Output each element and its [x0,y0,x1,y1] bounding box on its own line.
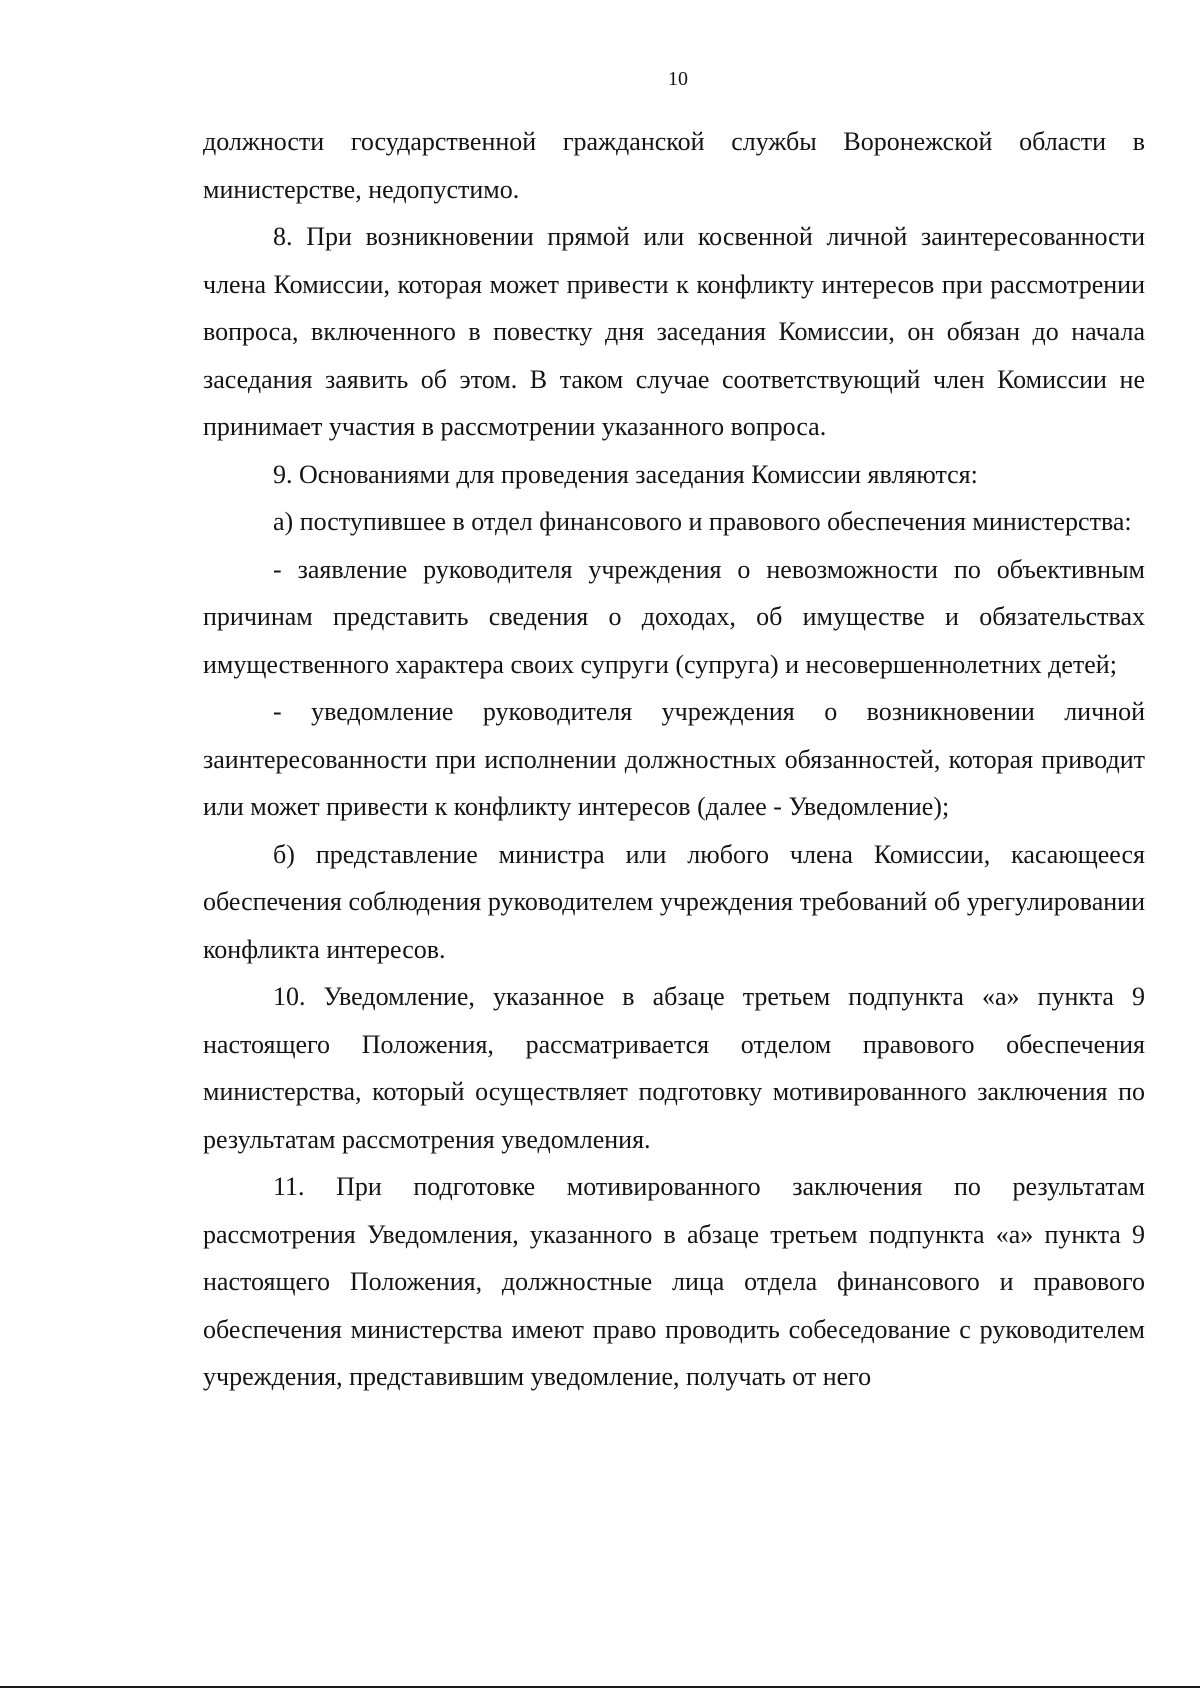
paragraph-item-11: 11. При подготовке мотивированного заключения по результатам рассмотрения Уведомления, указанного в абзаце третьем подпункта «а» пункта 9 настоящего Положения, должностные лица отдела финансового и правового обеспечения министерства имеют право проводить собеседование с руководителем учреждения, представившим уведомление, получать от него [203,1172,1145,1391]
paragraph-item-9a-statement: - заявление руководителя учреждения о невозможности по объективным причинам представить сведения о доходах, об имуществе и обязательствах имущественного характера своих супруги (супруга) и несовершеннолетних детей; [203,554,1145,679]
paragraph-item-8: 8. При возникновении прямой или косвенной личной заинтересованности члена Комиссии, которая может привести к конфликту интересов при рассмотрении вопроса, включенного в повестку дня заседания Комиссии, он обязан до начала заседания заявить об этом. В таком случае соответствующий член Комиссии не принимает участия в рассмотрении указанного вопроса. [203,222,1145,441]
bottom-scan-edge [0,1686,1200,1688]
paragraph-item-9: 9. Основаниями для проведения заседания Комиссии являются: [273,459,978,489]
paragraph-continuation: должности государственной гражданской службы Воронежской области в министерстве, недопустимо. [203,127,1145,204]
paragraph-item-10: 10. Уведомление, указанное в абзаце третьем подпункта «а» пункта 9 настоящего Положения, рассматривается отделом правового обеспечения министерства, который осуществляет подготовку мотивированного заключения по результатам рассмотрения уведомления. [203,982,1145,1154]
paragraph-item-9b: б) представление министра или любого члена Комиссии, касающееся обеспечения соблюдения руководителем учреждения требований об урегулировании конфликта интересов. [203,839,1145,964]
document-body [203,118,1145,1401]
page-number: 10 [668,68,688,90]
paragraph-item-9a-notification: - уведомление руководителя учреждения о возникновении личной заинтересованности при исполнении должностных обязанностей, которая приводит или может привести к конфликту интересов (далее - Уведомление); [203,697,1145,821]
paragraph-item-9a: а) поступившее в отдел финансового и правового обеспечения министерства: [273,507,1132,536]
